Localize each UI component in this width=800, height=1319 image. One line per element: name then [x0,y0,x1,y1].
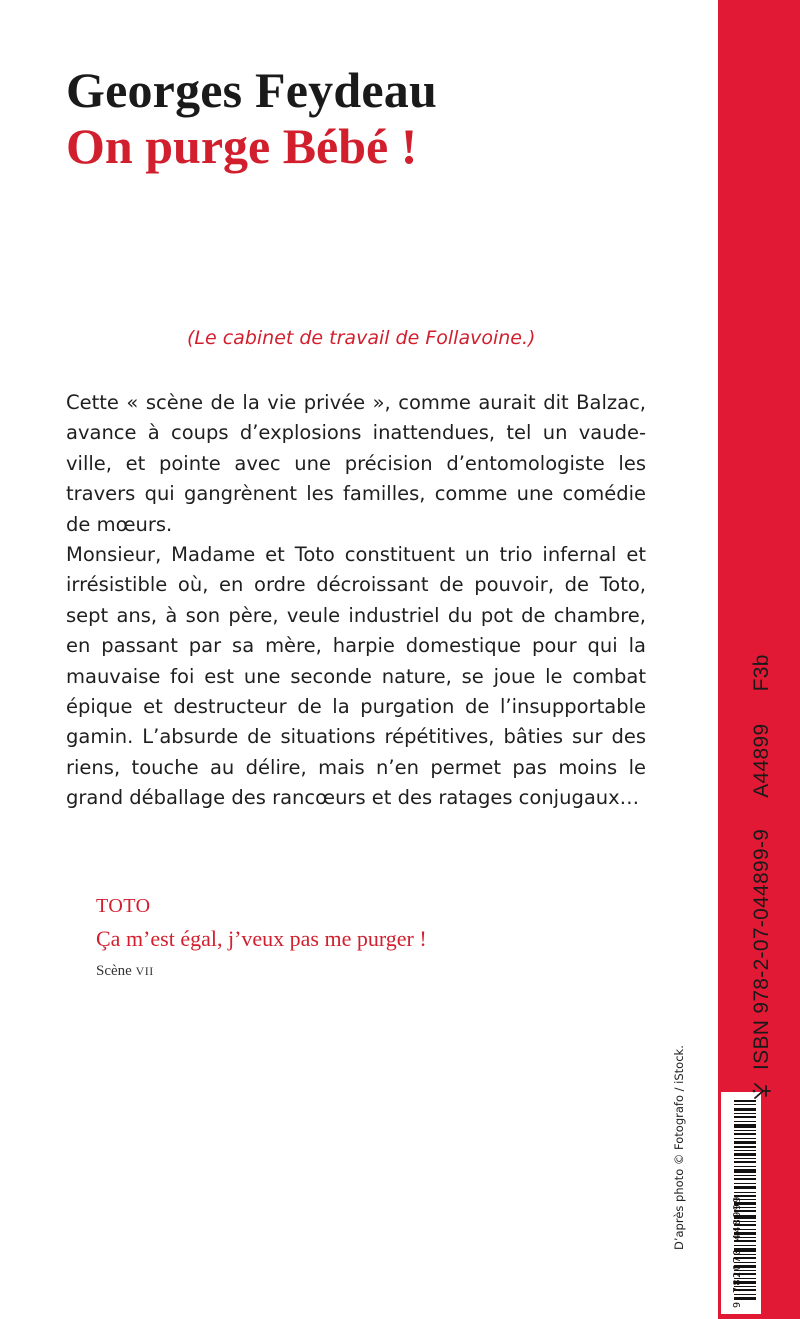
blurb-line: mauvaise foi est une seconde nature, se joue le combat [66,664,646,688]
blurb-line: travers qui gangrènent les familles, comme une comédie [66,482,646,506]
isbn-line [751,654,773,1070]
blurb-line: grand déballage des rancœurs et des ratages conjugaux… [66,786,640,810]
scene-word: Scène [96,963,132,979]
excerpt-quote: Ça m’est égal, j’veux pas me purger ! [96,926,427,951]
price-code: F3b [750,654,773,692]
blurb-line: riens, touche au délire, mais n’en permet pas moins le [66,755,646,779]
blurb-line: Cette « scène de la vie privée », comme aurait dit Balzac, [66,391,646,414]
excerpt-scene-ref [96,961,154,981]
blurb-line: sept ans, à son père, veule industriel du pot de chambre, [66,603,646,627]
catalog-code: A44899 [750,723,773,798]
blurb-line: ville, et pointe avec une précision d’entomologiste les [66,451,646,475]
blurb-line: de mœurs. [66,512,173,536]
photo-credit: D’après photo © Fotografo / iStock. [672,1045,686,1250]
publisher-logo-icon [751,1080,773,1102]
author-name: Georges Feydeau [66,62,437,118]
blurb-line: irrésistible où, en ordre décroissant de pouvoir, de Toto, [66,573,646,597]
blurb-line: avance à coups d’explosions inattendues, tel un vaude- [66,421,646,445]
blurb-line: épique et destructeur de la purgation de l’insupportable [66,695,646,719]
blurb-line: Monsieur, Madame et Toto constituent un trio infernal et [66,543,646,567]
barcode-digits: 9 782070 448999 [732,1195,743,1308]
isbn: ISBN 978-2-07-044899-9 [750,828,773,1070]
stage-direction: (Le cabinet de travail de Follavoine.) [187,327,536,349]
scene-number: VII [135,964,154,978]
book-title: On purge Bébé ! [66,118,418,174]
excerpt-speaker: TOTO [96,895,151,917]
blurb-line: gamin. L’absurde de situations répétitives, bâties sur des [66,725,646,749]
blurb-line: en passant par sa mère, harpie domestique pour qui la [66,634,646,658]
blurb [66,388,646,814]
